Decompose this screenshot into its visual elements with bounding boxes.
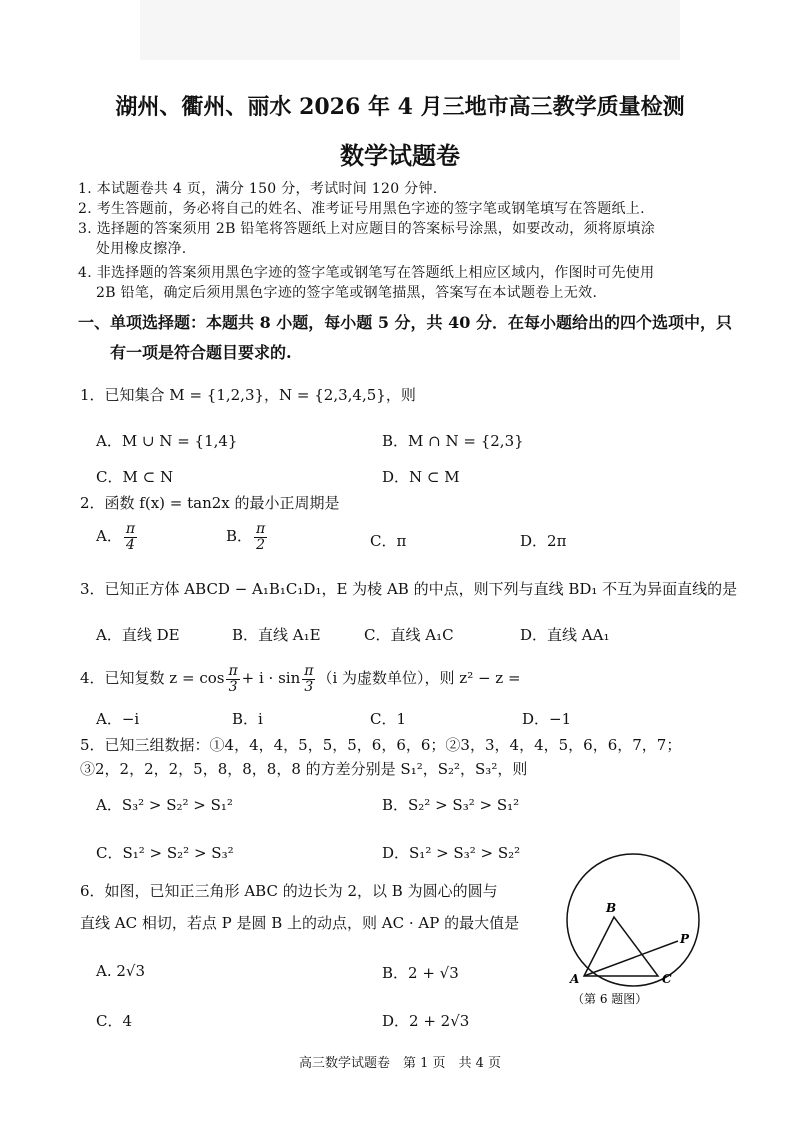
q4-stem-post: （i 为虚数单位），则 z² − z = (317, 669, 521, 688)
note-3: 3. 选择题的答案须用 2B 铅笔将答题纸上对应题目的答案标号涂黑，如要改动，须将原填涂 (78, 221, 656, 237)
q3-option-d: D．直线 AA₁ (520, 626, 610, 644)
q6-option-b: B．2 + √3 (382, 964, 459, 982)
q5-option-d: D．S₁² > S₃² > S₂² (382, 844, 521, 862)
q2-stem: 2．函数 f(x) = tan2x 的最小正周期是 (80, 494, 340, 512)
q2-option-d: D．2π (520, 532, 567, 550)
q2-option-a-fraction (124, 522, 137, 552)
q4-stem-mid: + i · sin (241, 669, 301, 688)
q1-stem: 1．已知集合 M = {1,2,3}，N = {2,3,4,5}，则 (80, 386, 416, 404)
q4-option-b: B．i (232, 710, 263, 728)
q4-frac1-denominator: 3 (228, 678, 238, 695)
q2-option-a (96, 522, 139, 552)
page-footer: 高三数学试题卷 第 1 页 共 4 页 (298, 1056, 502, 1071)
q4-fraction-1 (226, 664, 239, 694)
q6-stem-line-2: 直线 AC 相切，若点 P 是圆 B 上的动点，则 AC · AP 的最大值是 (80, 914, 520, 932)
q4-stem-pre: 4．已知复数 z = cos (80, 669, 225, 688)
exam-subtitle: 数学试题卷 (340, 141, 460, 170)
q5-option-c: C．S₁² > S₂² > S₃² (96, 844, 234, 862)
q6-stem-line-1: 6．如图，已知正三角形 ABC 的边长为 2，以 B 为圆心的圆与 (80, 882, 498, 900)
section-heading: 一、单项选择题：本题共 8 小题，每小题 5 分，共 40 分．在每小题给出的四个选项中，只 (78, 313, 732, 332)
q2-b-denominator: 2 (256, 536, 266, 553)
q4-option-c: C．1 (370, 710, 407, 728)
note-4-cont: 2B 铅笔，确定后须用黑色字迹的签字笔或钢笔描黑，答案写在本试题卷上无效. (96, 285, 598, 301)
q4-fraction-2 (302, 664, 315, 694)
q2-option-c: C．π (370, 532, 407, 550)
q4-frac1-numerator: π (228, 663, 238, 679)
q6-option-c: C．4 (96, 1012, 133, 1030)
q3-option-c: C．直线 A₁C (364, 626, 454, 644)
label-p: P (680, 932, 690, 946)
note-1: 1. 本试题卷共 4 页，满分 150 分，考试时间 120 分钟. (78, 181, 438, 197)
triangle-abc (584, 917, 658, 976)
q4-frac2-denominator: 3 (304, 678, 314, 695)
figure-caption: （第 6 题图） (572, 992, 648, 1006)
q4-frac2-numerator: π (304, 663, 314, 679)
q2-option-a-label: A． (96, 527, 122, 546)
q2-option-b-label: B． (226, 527, 253, 546)
section-heading-cont: 有一项是符合题目要求的. (110, 343, 292, 362)
q1-option-b: B．M ∩ N = {2,3} (382, 432, 524, 450)
q6-figure (548, 845, 718, 1010)
q1-option-d: D．N ⊂ M (382, 468, 460, 486)
q6-option-d: D．2 + 2√3 (382, 1012, 470, 1030)
q1-option-a: A．M ∪ N = {1,4} (96, 432, 238, 450)
q4-stem (80, 664, 521, 694)
q5-option-b: B．S₂² > S₃² > S₁² (382, 796, 520, 814)
q2-b-numerator: π (256, 521, 266, 537)
label-c: C (662, 972, 672, 986)
q2-option-b (226, 522, 269, 552)
note-2: 2. 考生答题前，务必将自己的姓名、准考证号用黑色字迹的签字笔或钢笔填写在答题纸上. (78, 201, 645, 217)
circle-b (567, 854, 699, 986)
q5-stem-line-2: ③2，2，2，2，5，8，8，8，8 的方差分别是 S₁²，S₂²，S₃²，则 (80, 760, 528, 778)
segment-ap (584, 941, 678, 976)
q3-option-b: B．直线 A₁E (232, 626, 321, 644)
q1-option-c: C．M ⊂ N (96, 468, 174, 486)
note-3-cont: 处用橡皮擦净. (96, 241, 187, 257)
exam-title: 湖州、衢州、丽水 2026 年 4 月三地市高三教学质量检测 (115, 94, 685, 120)
q5-option-a: A．S₃² > S₂² > S₁² (96, 796, 233, 814)
q2-option-b-fraction (254, 522, 267, 552)
q3-option-a: A．直线 DE (96, 626, 180, 644)
q4-option-a: A．−i (96, 710, 140, 728)
q6-option-a: A. 2√3 (96, 962, 146, 980)
scan-shadow (140, 0, 680, 60)
label-b: B (606, 901, 617, 915)
note-4: 4. 非选择题的答案须用黑色字迹的签字笔或钢笔写在答题纸上相应区域内，作图时可先使用 (78, 265, 655, 281)
q5-stem-line-1: 5．已知三组数据：①4，4，4，5，5，5，6，6，6；②3，3，4，4，5，6，6，7，7； (80, 736, 682, 754)
label-a: A (570, 972, 580, 986)
q3-stem: 3．已知正方体 ABCD − A₁B₁C₁D₁，E 为棱 AB 的中点，则下列与直线 BD₁ 不互为异面直线的是 (80, 580, 738, 598)
q2-a-numerator: π (125, 521, 136, 537)
q2-a-denominator: 4 (125, 536, 135, 553)
q4-option-d: D．−1 (522, 710, 572, 728)
